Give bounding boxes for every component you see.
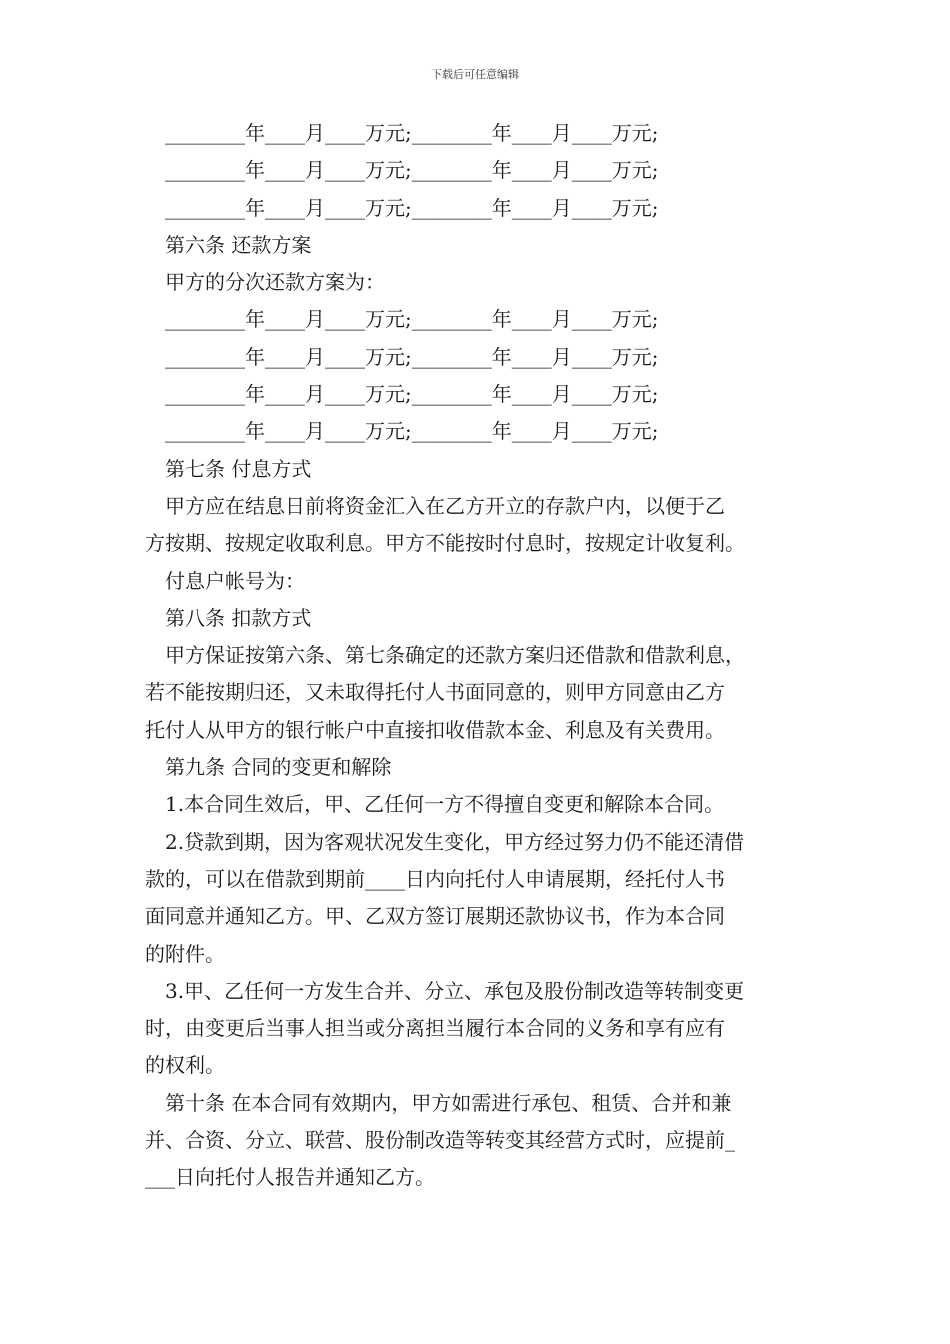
article-9-item-3-line: 的权利。	[145, 1053, 225, 1078]
amount-line: ________年____月____万元;________年____月____万元;	[165, 307, 659, 332]
amount-line: ________年____月____万元;________年____月____万元;	[165, 344, 659, 369]
article-8-text-line: 甲方保证按第六条、第七条确定的还款方案归还借款和借款利息，	[165, 643, 745, 668]
article-7-title: 第七条 付息方式	[165, 456, 312, 481]
page-header: 下载后可任意编辑	[431, 68, 519, 81]
article-7-text-line: 方按期、按规定收取利息。甲方不能按时付息时，按规定计收复利。	[145, 531, 745, 556]
article-7-account: 付息户帐号为：	[165, 568, 305, 593]
article-9-item-2-line: 的附件。	[145, 941, 225, 966]
article-9-item-2-line: 款的，可以在借款到期前____日内向托付人申请展期，经托付人书	[145, 866, 725, 891]
article-10-line: ___日向托付人报告并通知乙方。	[145, 1165, 435, 1190]
article-7-text-line: 甲方应在结息日前将资金汇入在乙方开立的存款户内，以便于乙	[165, 493, 725, 518]
article-6-intro: 甲方的分次还款方案为：	[165, 270, 385, 295]
article-8-title: 第八条 扣款方式	[165, 605, 312, 630]
document-body	[145, 115, 810, 1197]
article-6-title: 第六条 还款方案	[165, 232, 312, 257]
article-9-item-3-line: 3.甲、乙任何一方发生合并、分立、承包及股份制改造等转制变更	[165, 978, 745, 1003]
article-8-text-line: 若不能按期归还，又未取得托付人书面同意的，则甲方同意由乙方	[145, 680, 725, 705]
article-9-item-1: 1.本合同生效后，甲、乙任何一方不得擅自变更和解除本合同。	[165, 792, 725, 817]
amount-line: ________年____月____万元;________年____月____万元;	[165, 419, 659, 444]
amount-line: ________年____月____万元;________年____月____万元;	[165, 121, 659, 145]
article-8-text-line: 托付人从甲方的银行帐户中直接扣收借款本金、利息及有关费用。	[145, 717, 725, 742]
article-10-line: 第十条 在本合同有效期内，甲方如需进行承包、租赁、合并和兼	[165, 1090, 732, 1115]
article-9-item-2-line: 2.贷款到期，因为客观状况发生变化，甲方经过努力仍不能还清借	[165, 829, 745, 854]
amount-line: ________年____月____万元;________年____月____万元;	[165, 382, 659, 407]
article-9-item-3-line: 时，由变更后当事人担当或分离担当履行本合同的义务和享有应有	[145, 1016, 725, 1041]
article-10-line: 并、合资、分立、联营、股份制改造等转变其经营方式时，应提前_	[145, 1128, 735, 1153]
article-9-title: 第九条 合同的变更和解除	[165, 755, 392, 780]
amount-line: ________年____月____万元;________年____月____万元;	[165, 158, 659, 183]
article-9-item-2-line: 面同意并通知乙方。甲、乙双方签订展期还款协议书，作为本合同	[145, 904, 725, 929]
amount-line: ________年____月____万元;________年____月____万元;	[165, 195, 659, 220]
